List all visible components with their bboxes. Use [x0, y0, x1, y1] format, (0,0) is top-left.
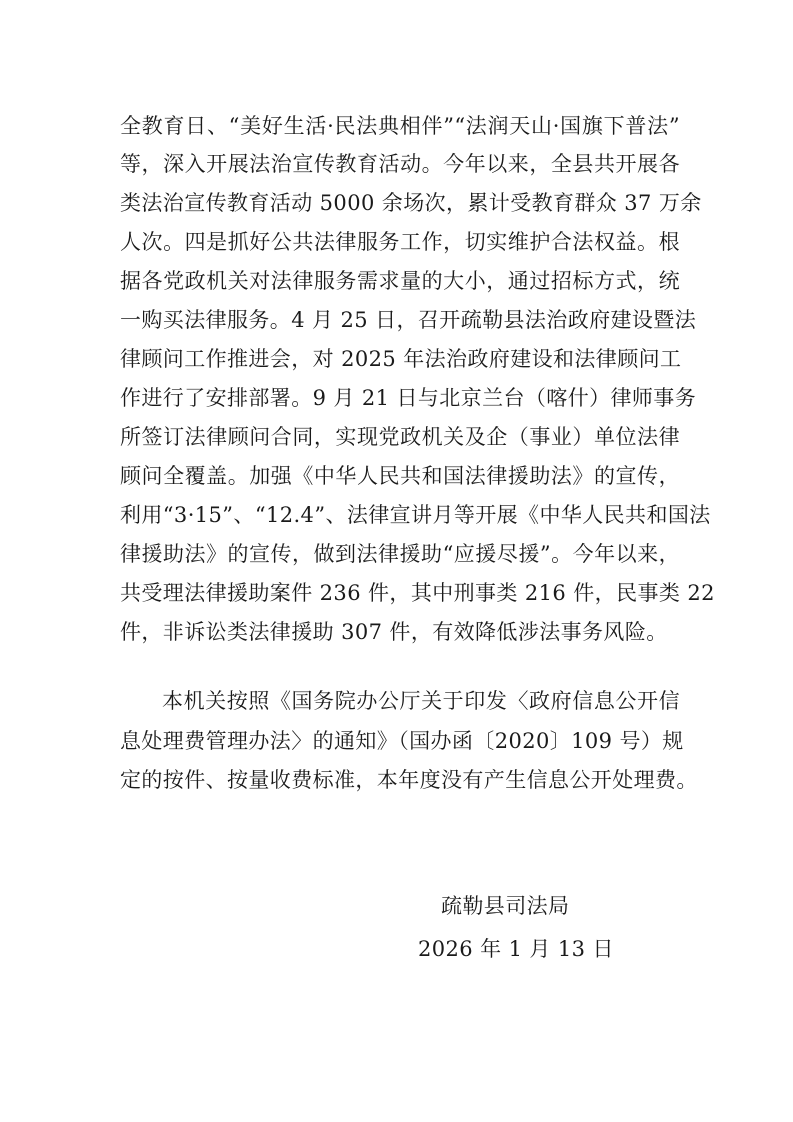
body-line-10: 顾问全覆盖。加强《中华人民共和国法律援助法》的宣传， — [120, 464, 680, 488]
signature-date: 2026 年 1 月 13 日 — [418, 937, 614, 961]
body-line-2: 等，深入开展法治宣传教育活动。今年以来，全县共开展各 — [120, 152, 680, 176]
body-line-1: 全教育日、“美好生活·民法典相伴”“法润天山·国旗下普法” — [120, 114, 680, 138]
signature-organization: 疏勒县司法局 — [441, 894, 570, 918]
body-line-6: 一购买法律服务。4 月 25 日，召开疏勒县法治政府建设暨法 — [120, 308, 697, 332]
body-line-13: 共受理法律援助案件 236 件，其中刑事类 216 件，民事类 22 — [120, 581, 715, 605]
fee-paragraph-line-3: 定的按件、按量收费标准，本年度没有产生信息公开处理费。 — [120, 768, 698, 792]
body-line-9: 所签订法律顾问合同，实现党政机关及企（事业）单位法律 — [120, 425, 680, 449]
body-line-8: 作进行了安排部署。9 月 21 日与北京兰台（喀什）律师事务 — [120, 386, 697, 410]
body-line-3: 类法治宣传教育活动 5000 余场次，累计受教育群众 37 万余 — [120, 191, 702, 215]
body-line-11: 利用“3·15”、“12.4”、法律宣讲月等开展《中华人民共和国法 — [120, 503, 711, 527]
body-line-5: 据各党政机关对法律服务需求量的大小，通过招标方式，统 — [120, 269, 680, 293]
fee-paragraph-line-2: 息处理费管理办法〉的通知》（国办函〔2020〕109 号）规 — [120, 729, 684, 753]
body-line-4: 人次。四是抓好公共法律服务工作，切实维护合法权益。根 — [120, 230, 680, 254]
fee-paragraph-line-1: 本机关按照《国务院办公厅关于印发〈政府信息公开信 — [162, 689, 680, 713]
body-line-14: 件，非诉讼类法律援助 307 件，有效降低涉法事务风险。 — [120, 620, 668, 644]
body-line-7: 律顾问工作推进会，对 2025 年法治政府建设和法律顾问工 — [120, 347, 682, 371]
body-line-12: 律援助法》的宣传，做到法律援助“应援尽援”。今年以来， — [120, 542, 680, 566]
